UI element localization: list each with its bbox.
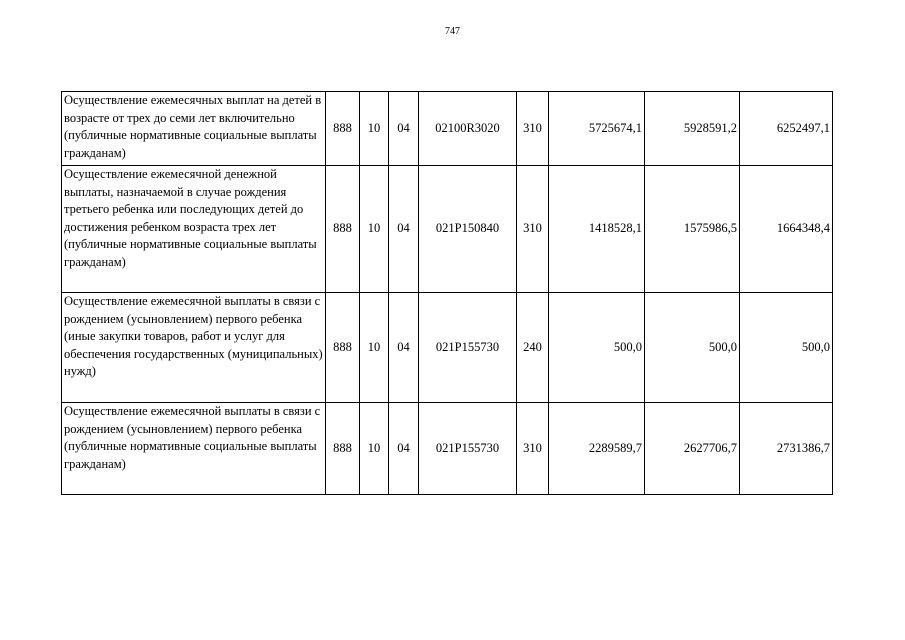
amount-year-2: 500,0 bbox=[645, 293, 740, 403]
amount-year-1: 1418528,1 bbox=[549, 166, 645, 293]
amount-year-1: 2289589,7 bbox=[549, 403, 645, 495]
ministry-code: 888 bbox=[326, 166, 360, 293]
expense-type-code: 310 bbox=[517, 92, 549, 166]
expense-type-code: 310 bbox=[517, 166, 549, 293]
amount-year-2: 5928591,2 bbox=[645, 92, 740, 166]
ministry-code: 888 bbox=[326, 403, 360, 495]
row-description: Осуществление ежемесячной выплаты в связи с рождением (усыновлением) первого ребенка (иные закупки товаров, работ и услуг для обеспечения государственных (муниципальных) нужд) bbox=[62, 293, 326, 403]
subsection-code: 04 bbox=[389, 293, 419, 403]
section-code: 10 bbox=[360, 403, 389, 495]
amount-year-1: 500,0 bbox=[549, 293, 645, 403]
amount-year-2: 2627706,7 bbox=[645, 403, 740, 495]
table-row bbox=[62, 293, 833, 403]
ministry-code: 888 bbox=[326, 92, 360, 166]
subsection-code: 04 bbox=[389, 403, 419, 495]
row-description: Осуществление ежемесячной денежной выплаты, назначаемой в случае рождения третьего ребенка или последующих детей до достижения ребенком возраста трех лет (публичные нормативные социальные выплаты гражданам) bbox=[62, 166, 326, 293]
subsection-code: 04 bbox=[389, 166, 419, 293]
section-code: 10 bbox=[360, 166, 389, 293]
expense-type-code: 240 bbox=[517, 293, 549, 403]
table-row bbox=[62, 92, 833, 166]
amount-year-3: 1664348,4 bbox=[740, 166, 833, 293]
row-description: Осуществление ежемесячной выплаты в связи с рождением (усыновлением) первого ребенка (публичные нормативные социальные выплаты гражданам) bbox=[62, 403, 326, 495]
table-row bbox=[62, 403, 833, 495]
amount-year-3: 500,0 bbox=[740, 293, 833, 403]
target-article-code: 021P155730 bbox=[419, 293, 517, 403]
row-description: Осуществление ежемесячных выплат на детей в возрасте от трех до семи лет включительно (публичные нормативные социальные выплаты гражданам) bbox=[62, 92, 326, 166]
amount-year-2: 1575986,5 bbox=[645, 166, 740, 293]
amount-year-3: 2731386,7 bbox=[740, 403, 833, 495]
subsection-code: 04 bbox=[389, 92, 419, 166]
budget-table bbox=[61, 91, 833, 495]
amount-year-3: 6252497,1 bbox=[740, 92, 833, 166]
amount-year-1: 5725674,1 bbox=[549, 92, 645, 166]
ministry-code: 888 bbox=[326, 293, 360, 403]
expense-type-code: 310 bbox=[517, 403, 549, 495]
section-code: 10 bbox=[360, 293, 389, 403]
table-row bbox=[62, 166, 833, 293]
page-number: 747 bbox=[445, 26, 460, 37]
target-article-code: 02100R3020 bbox=[419, 92, 517, 166]
target-article-code: 021P155730 bbox=[419, 403, 517, 495]
section-code: 10 bbox=[360, 92, 389, 166]
target-article-code: 021P150840 bbox=[419, 166, 517, 293]
